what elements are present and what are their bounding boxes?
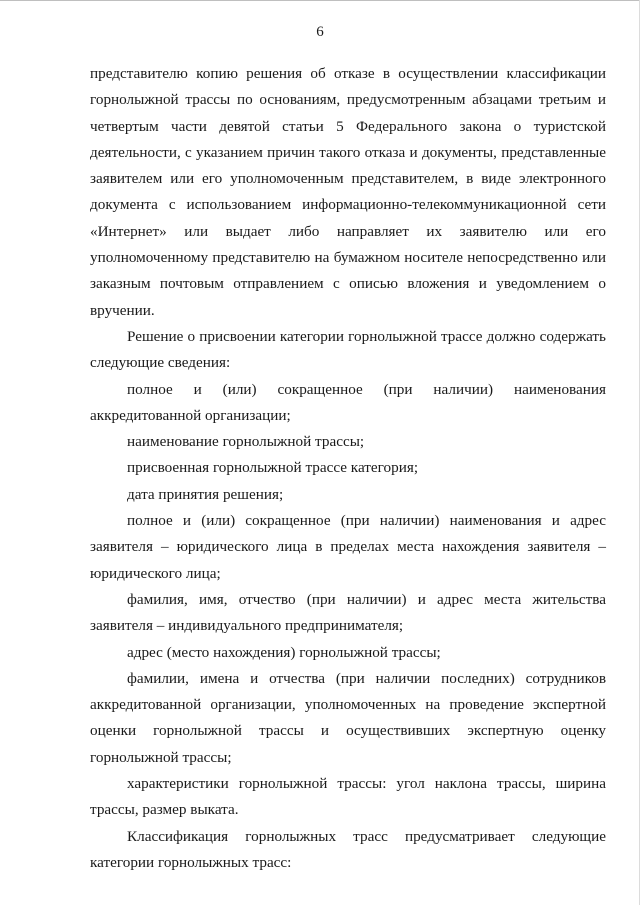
paragraph-decision-intro: Решение о присвоении категории горнолыжной трассе должно содержать следующие сведения: (90, 327, 606, 372)
scan-edge-top (0, 0, 640, 1)
list-item-characteristics: характеристики горнолыжной трассы: угол наклона трассы, ширина трассы, размер выката. (90, 775, 606, 819)
paragraph-continuation: представителю копию решения об отказе в осуществлении классификации горнолыжной трассы по основаниям, предусмотренным абзацами третьим и четвертым части девятой статьи 5 Федерального закона о туристской деятельности, с указанием причин такого отказа и документы, представленные заявителем или его уполномоченным представителем, в виде электронного документа с использованием информационно-телекоммуникационной сети «Интернет» или выдает либо направляет их заявителю или его уполномоченному представителю на бумажном носителе непосредственно или заказным почтовым отправлением с описью вложения и уведомлением о вручении. (90, 65, 606, 319)
paragraph-classification: Классификация горнолыжных трасс предусматривает следующие категории горнолыжных трасс: (90, 827, 606, 871)
document-body (90, 61, 606, 876)
list-item-decision-date: дата принятия решения; (127, 485, 284, 503)
list-item-legal-entity: полное и (или) сокращенное (при наличии) наименования и адрес заявителя – юридического лица в пределах места нахождения заявителя – юридического лица; (90, 512, 606, 582)
list-item-trail-address: адрес (место нахождения) горнолыжной трассы; (127, 643, 441, 661)
list-item-trail-name: наименование горнолыжной трассы; (127, 433, 365, 451)
list-item-entrepreneur: фамилия, имя, отчество (при наличии) и адрес места жительства заявителя – индивидуального предпринимателя; (90, 590, 606, 635)
list-item-category: присвоенная горнолыжной трассе категория; (127, 459, 419, 477)
page-number: 6 (316, 24, 324, 40)
list-item-experts: фамилии, имена и отчества (при наличии последних) сотрудников аккредитованной организации, уполномоченных на проведение экспертной оценки горнолыжной трассы и осуществивших экспертную оценку горнолыжной трассы; (90, 669, 606, 766)
list-item-org-name: полное и (или) сокращенное (при наличии) наименования аккредитованной организации; (90, 380, 606, 424)
